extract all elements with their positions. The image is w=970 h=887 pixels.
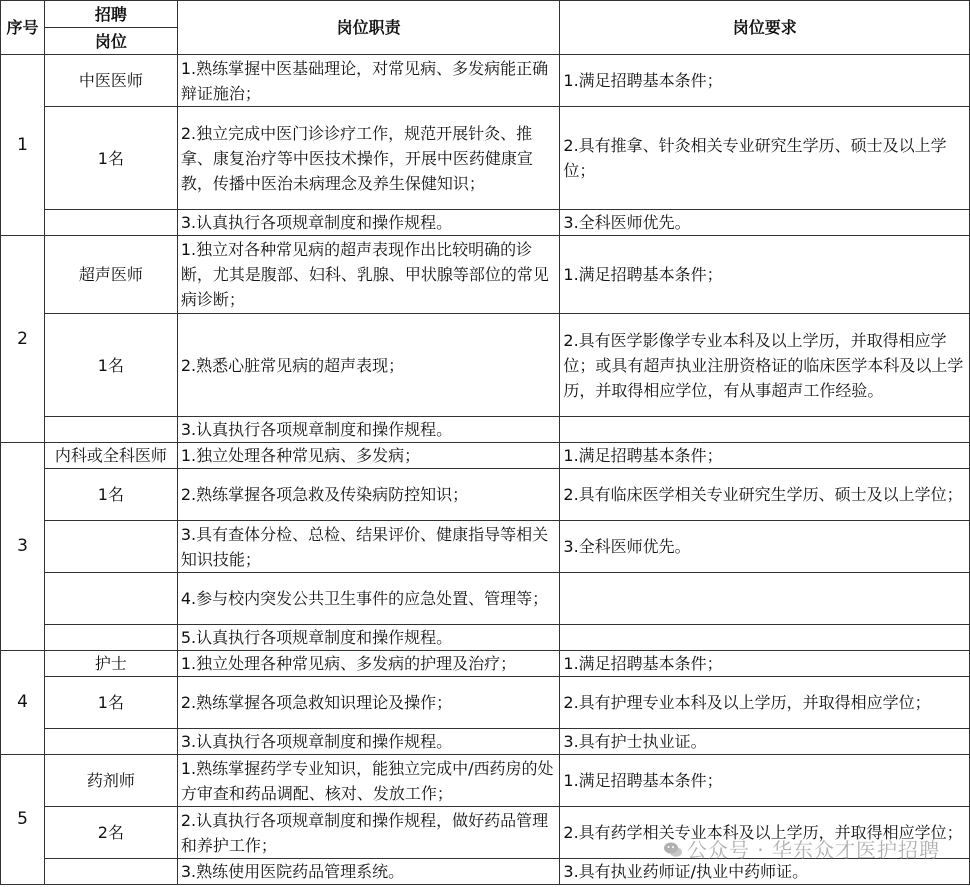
empty-cell <box>44 625 177 651</box>
requirement-cell <box>560 573 970 625</box>
duty-cell: 2.独立完成中医门诊诊疗工作，规范开展针灸、推拿、康复治疗等中医技术操作，开展中医药健康宣教，传播中医治未病理念及养生保健知识； <box>177 107 560 210</box>
wechat-icon <box>663 841 683 859</box>
duty-cell: 1.熟练掌握中医基础理论，对常见病、多发病能正确辩证施治； <box>177 55 560 107</box>
requirement-cell: 3.具有执业药师证/执业中药师证。 <box>560 859 970 885</box>
requirement-cell: 2.具有护理专业本科及以上学历，并取得相应学位； <box>560 677 970 729</box>
position-title: 中医医师 <box>44 55 177 107</box>
table-row <box>1 651 970 677</box>
duty-cell: 2.认真执行各项规章制度和操作规程，做好药品管理和养护工作； <box>177 807 560 859</box>
requirement-cell: 1.满足招聘基本条件； <box>560 236 970 314</box>
duty-cell: 3.认真执行各项规章制度和操作规程。 <box>177 417 560 443</box>
row-seq: 3 <box>1 443 45 651</box>
duty-cell: 1.独立处理各种常见病、多发病的护理及治疗； <box>177 651 560 677</box>
requirement-cell: 1.满足招聘基本条件； <box>560 651 970 677</box>
empty-cell <box>44 210 177 236</box>
table-row <box>1 236 970 314</box>
requirement-cell: 2.具有药学相关专业本科及以上学历，并取得相应学位； <box>560 807 970 859</box>
table-row <box>1 677 970 729</box>
empty-cell <box>44 859 177 885</box>
duty-cell: 2.熟练掌握各项急救知识理论及操作； <box>177 677 560 729</box>
row-seq: 2 <box>1 236 45 443</box>
requirement-cell: 1.满足招聘基本条件； <box>560 55 970 107</box>
table-row <box>1 55 970 107</box>
requirement-cell: 2.具有医学影像学专业本科及以上学历，并取得相应学位；或具有超声执业注册资格证的临床医学本科及以上学历，并取得相应学位，有从事超声工作经验。 <box>560 314 970 417</box>
row-seq: 4 <box>1 651 45 755</box>
empty-cell <box>44 417 177 443</box>
header-requirements: 岗位要求 <box>560 1 970 55</box>
empty-cell <box>44 521 177 573</box>
duty-cell: 4.参与校内突发公共卫生事件的应急处置、管理等； <box>177 573 560 625</box>
table-row <box>1 573 970 625</box>
position-title: 护士 <box>44 651 177 677</box>
empty-cell <box>44 729 177 755</box>
header-position: 岗位 <box>44 28 177 55</box>
duty-cell: 3.认真执行各项规章制度和操作规程。 <box>177 210 560 236</box>
empty-cell <box>44 573 177 625</box>
duty-cell: 3.认真执行各项规章制度和操作规程。 <box>177 729 560 755</box>
table-row <box>1 417 970 443</box>
table-row <box>1 625 970 651</box>
row-seq: 1 <box>1 55 45 236</box>
duty-cell: 3.具有查体分检、总检、结果评价、健康指导等相关知识技能； <box>177 521 560 573</box>
header-seq: 序号 <box>1 1 45 55</box>
duty-cell: 3.熟练使用医院药品管理系统。 <box>177 859 560 885</box>
position-count: 1名 <box>44 677 177 729</box>
table-row <box>1 469 970 521</box>
table-row <box>1 210 970 236</box>
duty-cell: 2.熟练掌握各项急救及传染病防控知识； <box>177 469 560 521</box>
row-seq: 5 <box>1 755 45 885</box>
position-count: 2名 <box>44 807 177 859</box>
table-row <box>1 443 970 469</box>
table-row <box>1 107 970 210</box>
requirement-cell <box>560 417 970 443</box>
duty-cell: 5.认真执行各项规章制度和操作规程。 <box>177 625 560 651</box>
requirement-cell: 3.全科医师优先。 <box>560 521 970 573</box>
requirement-cell <box>560 625 970 651</box>
duty-cell: 1.熟练掌握药学专业知识，能独立完成中/西药房的处方审查和药品调配、核对、发放工作； <box>177 755 560 807</box>
watermark-text: 公众号 · 华东众才医护招聘 <box>686 838 940 862</box>
position-title: 超声医师 <box>44 236 177 314</box>
table-row <box>1 521 970 573</box>
position-count: 1名 <box>44 107 177 210</box>
position-title: 药剂师 <box>44 755 177 807</box>
requirement-cell: 3.具有护士执业证。 <box>560 729 970 755</box>
table-row <box>1 729 970 755</box>
duty-cell: 2.熟悉心脏常见病的超声表现； <box>177 314 560 417</box>
table-row <box>1 314 970 417</box>
duty-cell: 1.独立对各种常见病的超声表现作出比较明确的诊断，尤其是腹部、妇科、乳腺、甲状腺等部位的常见病诊断； <box>177 236 560 314</box>
watermark <box>663 834 940 863</box>
header-recruit: 招聘 <box>44 1 177 28</box>
requirement-cell: 1.满足招聘基本条件； <box>560 443 970 469</box>
requirement-cell: 2.具有临床医学相关专业研究生学历、硕士及以上学位； <box>560 469 970 521</box>
table-row <box>1 755 970 807</box>
duty-cell: 1.独立处理各种常见病、多发病； <box>177 443 560 469</box>
requirement-cell: 3.全科医师优先。 <box>560 210 970 236</box>
position-title: 内科或全科医师 <box>44 443 177 469</box>
position-count: 1名 <box>44 314 177 417</box>
position-count: 1名 <box>44 469 177 521</box>
requirement-cell: 2.具有推拿、针灸相关专业研究生学历、硕士及以上学位； <box>560 107 970 210</box>
requirement-cell: 1.满足招聘基本条件； <box>560 755 970 807</box>
header-duties: 岗位职责 <box>177 1 560 55</box>
